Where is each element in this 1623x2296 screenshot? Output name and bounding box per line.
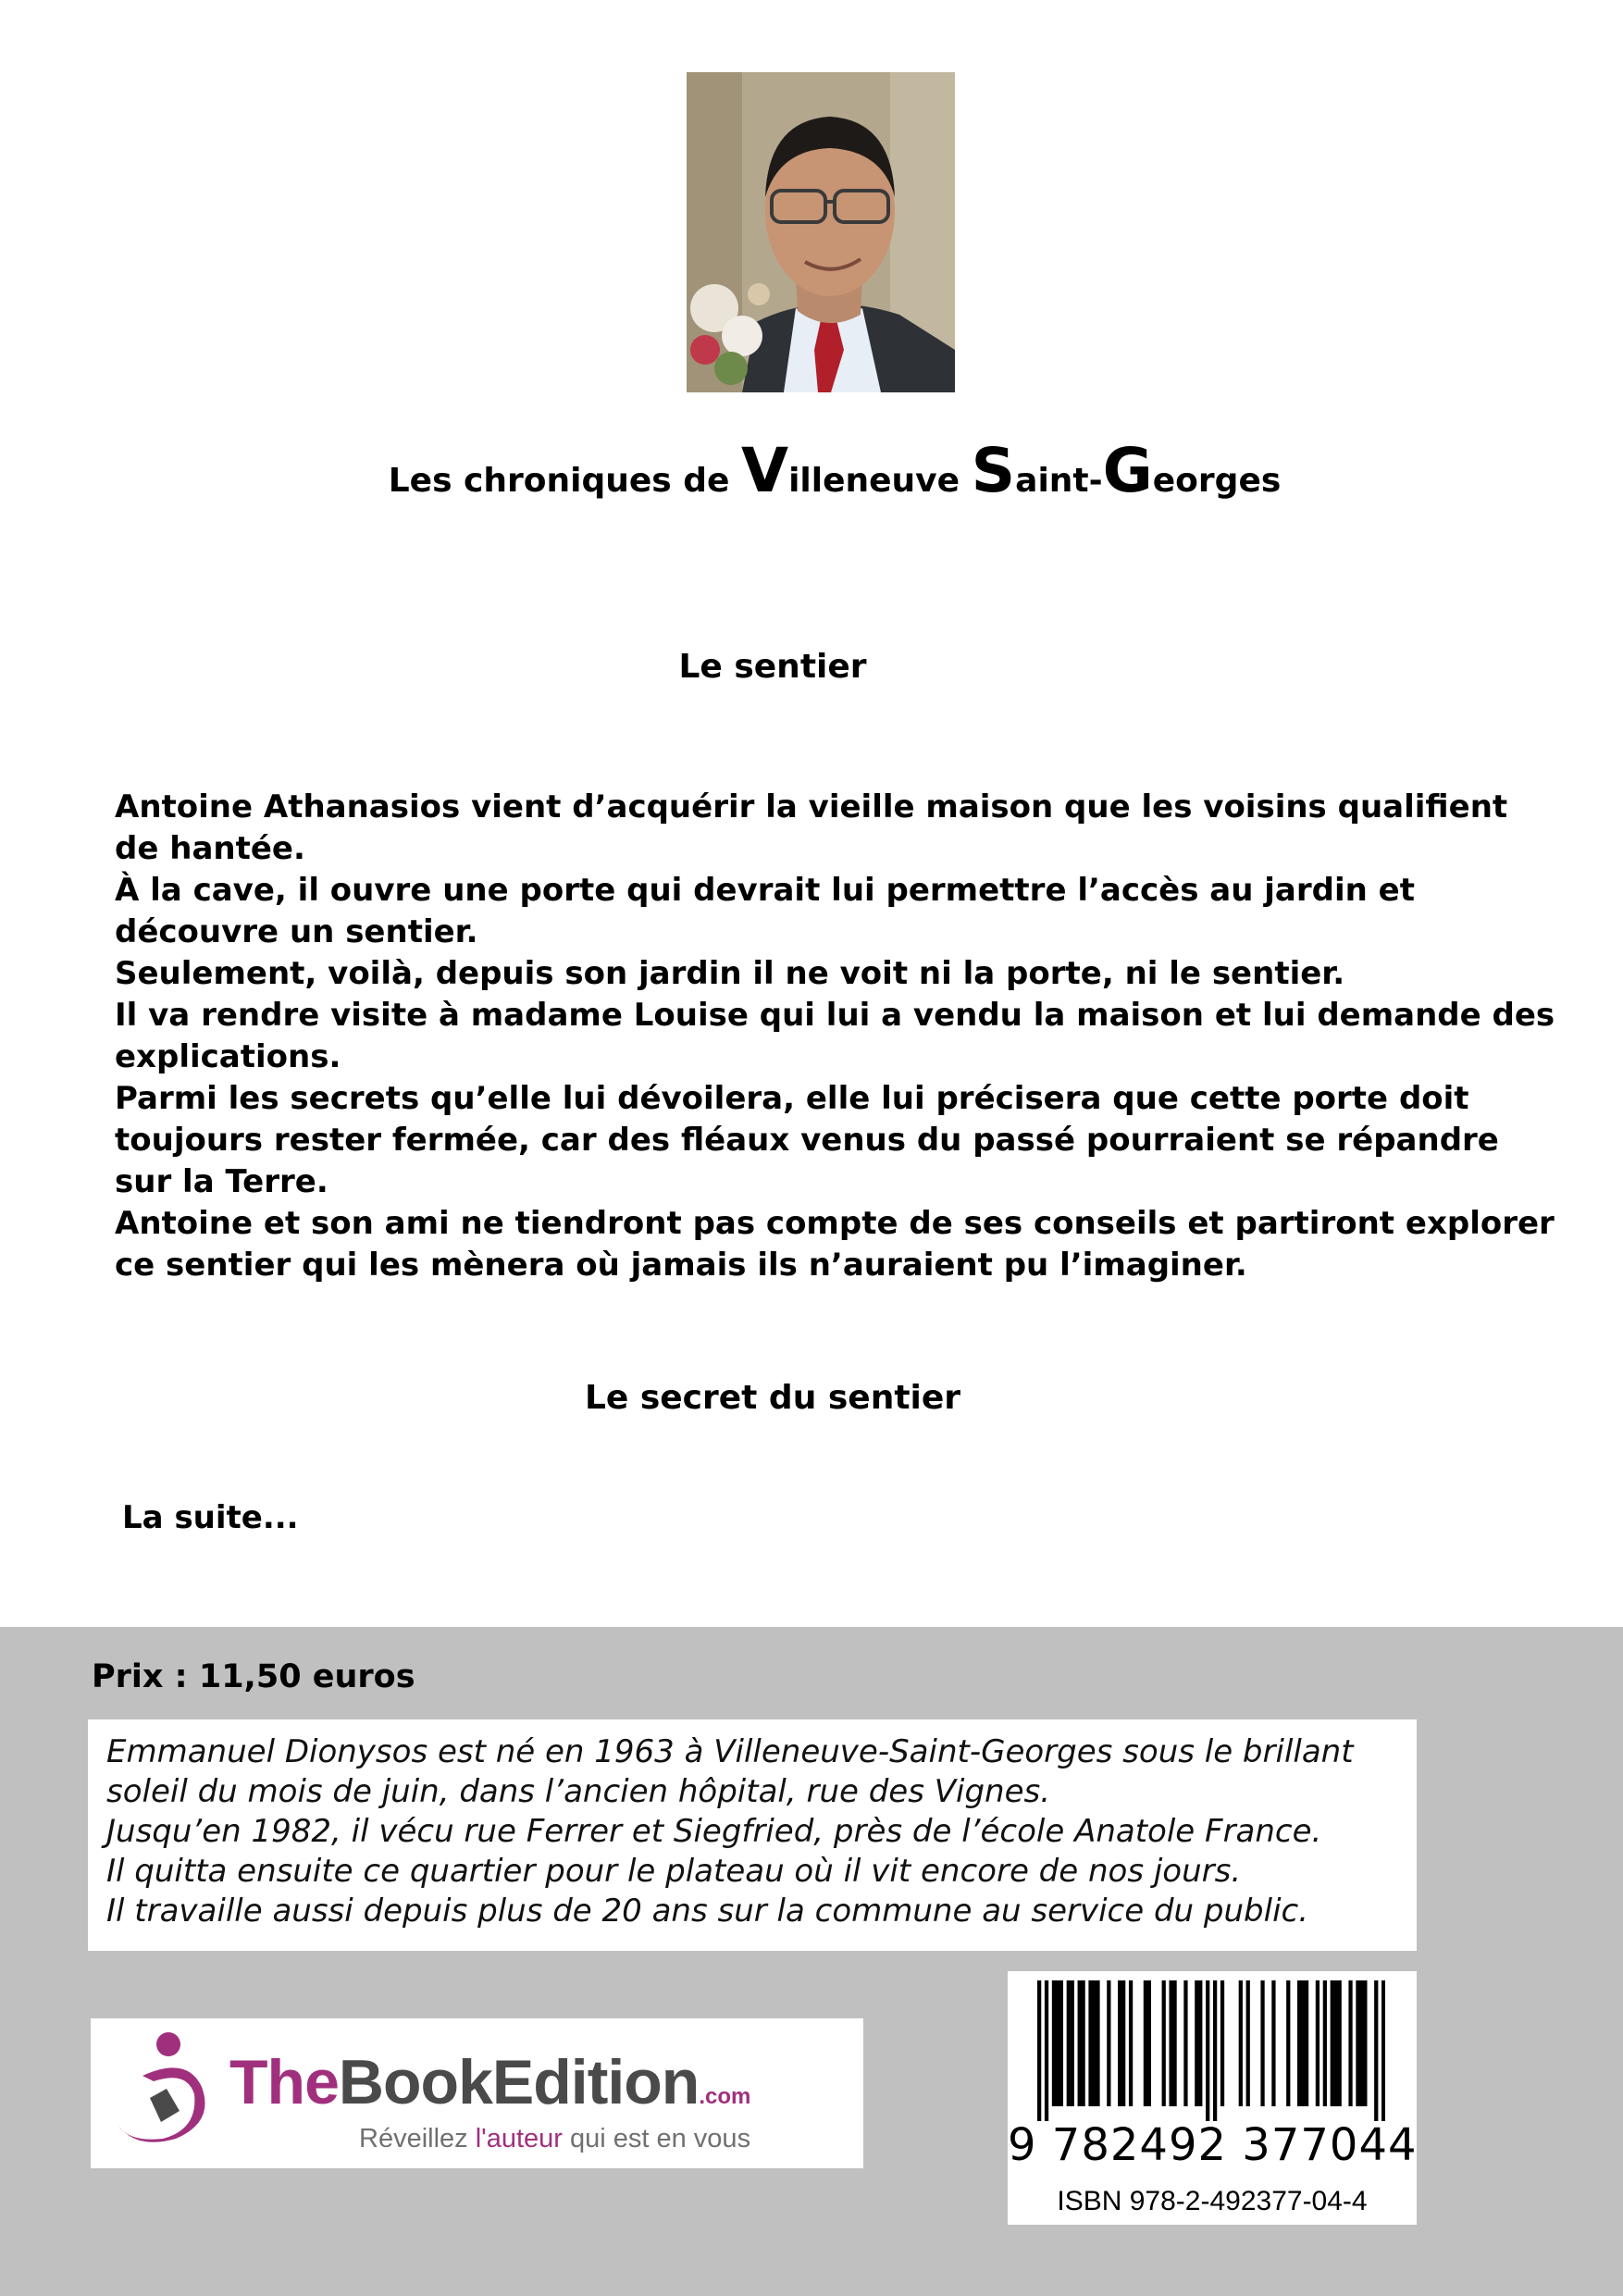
bio-line: Il quitta ensuite ce quartier pour le plateau où il vit encore de nos jours. [106,1853,1242,1890]
barcode-bar [1297,1980,1301,2106]
barcode-bar [1286,1980,1290,2106]
barcode-bar [1129,1980,1133,2106]
barcode-bar [1359,1980,1363,2106]
barcode-bar [1213,1980,1217,2121]
barcode-bar [1271,1980,1275,2106]
barcode-bar [1169,1980,1172,2106]
wordmark-domain: .com [699,2084,751,2109]
series-prefix: Les chroniques de [388,462,730,500]
barcode-bar [1198,1980,1202,2106]
series-word3-rest: eorges [1152,462,1282,500]
isbn-label: ISBN 978-2-492377-04-4 [1057,2186,1368,2216]
tagline-accent: l'auteur [475,2124,563,2153]
synopsis [115,787,1558,1286]
thebookedition-figure-icon [105,2029,217,2159]
barcode-bar [1059,1980,1063,2106]
barcode-bar [1334,1980,1338,2106]
synopsis-paragraph: Seulement, voilà, depuis son jardin il ne voit ni la porte, ni le sentier. [115,955,1345,992]
author-bio [88,1719,1417,1951]
barcode-bar [1162,1980,1166,2106]
barcode-bar [1356,1980,1359,2106]
barcode-bar [1260,1980,1264,2106]
barcode-bar [1301,1980,1305,2106]
barcode-bar [1071,1980,1074,2106]
publisher-wordmark [229,2047,751,2129]
synopsis-paragraph: Parmi les secrets qu’elle lui dévoilera, elle lui précisera que cette porte doit toujours rester fermée, car des fléaux venus du passé pourraient se répandre sur la Terre. [115,1080,1499,1200]
barcode-bar [1121,1980,1125,2106]
synopsis-paragraph: Antoine Athanasios vient d’acquérir la vieille maison que les voisins qualifient de hantée. [115,788,1508,867]
barcode-bar [1172,1980,1176,2106]
publisher-tagline [359,2124,750,2154]
barcode-bar [1305,1980,1308,2106]
barcode-bar [1316,1980,1319,2106]
series-word2-cap: S [971,435,1016,506]
bio-line: Il travaille aussi depuis plus de 20 ans sur la commune au service du public. [106,1893,1309,1930]
tagline-start: Réveillez [359,2124,476,2153]
bio-line: Emmanuel Dionysos est né en 1963 à Villeneuve-Saint-Georges sous le brillant [106,1733,1354,1770]
sequel-note: La suite... [122,1499,299,1536]
barcode-bar [1363,1980,1367,2106]
series-word1-rest: illeneuve [788,462,960,500]
wordmark-the: The [229,2047,339,2117]
series-title [0,435,1623,506]
barcode-bars [1037,1980,1385,2121]
barcode-bar [1239,1980,1243,2106]
publisher-logo [91,2018,863,2168]
series-word1-cap: V [740,435,789,506]
barcode-box [1008,1971,1417,2225]
barcode-bar [1348,1980,1352,2106]
synopsis-paragraph: À la cave, il ouvre une porte qui devrait lui permettre l’accès au jardin et découvre un sentier. [115,872,1415,950]
barcode-bar [1381,1980,1385,2121]
book-title: Le sentier [678,648,867,686]
synopsis-paragraph: Il va rendre visite à madame Louise qui lui a vendu la maison et lui demande des explications. [115,997,1555,1075]
barcode-digits: 9 782492 377044 [1008,2119,1418,2171]
barcode-bar [1220,1980,1224,2106]
barcode-bar [1037,1980,1041,2121]
barcode-bar [1338,1980,1342,2106]
bio-line: soleil du mois de juin, dans l’ancien hôpital, rue des Vignes. [106,1773,1051,1810]
barcode-bar [1045,1980,1048,2121]
barcode-bar [1144,1980,1147,2106]
barcode-bar [1331,1980,1334,2106]
price-label: Prix : 11,50 euros [92,1658,415,1695]
series-word2-rest: aint- [1015,462,1103,500]
barcode-bar [1374,1980,1378,2121]
barcode-bar [1323,1980,1327,2106]
barcode-bar [1195,1980,1198,2106]
barcode-bar [1078,1980,1082,2106]
barcode-bar [1067,1980,1071,2106]
barcode-bar [1246,1980,1250,2106]
barcode-bar [1081,1980,1084,2106]
barcode-bar [1107,1980,1110,2106]
barcode-bar [1092,1980,1096,2106]
sequel-title: Le secret du sentier [584,1379,961,1417]
barcode-bar [1096,1980,1099,2106]
barcode-bar [1183,1980,1187,2106]
barcode-bar [1118,1980,1121,2106]
barcode-bar [1147,1980,1151,2106]
synopsis-paragraph: Antoine et son ami ne tiendront pas compte de ses conseils et partiront explorer ce sentier qui les mènera où jamais ils n’auraient pu l’imaginer. [115,1205,1555,1284]
wordmark-name: BookEdition [338,2047,700,2117]
barcode-bar [1056,1980,1059,2106]
bio-line: Jusqu’en 1982, il vécu rue Ferrer et Siegfried, près de l’école Anatole France. [106,1813,1322,1850]
series-word3-cap: G [1102,435,1153,506]
tagline-end: qui est en vous [562,2124,751,2153]
barcode-bar [1206,1980,1209,2121]
author-photo [687,72,955,392]
barcode-bar [1052,1980,1056,2106]
barcode-bar [1088,1980,1092,2106]
